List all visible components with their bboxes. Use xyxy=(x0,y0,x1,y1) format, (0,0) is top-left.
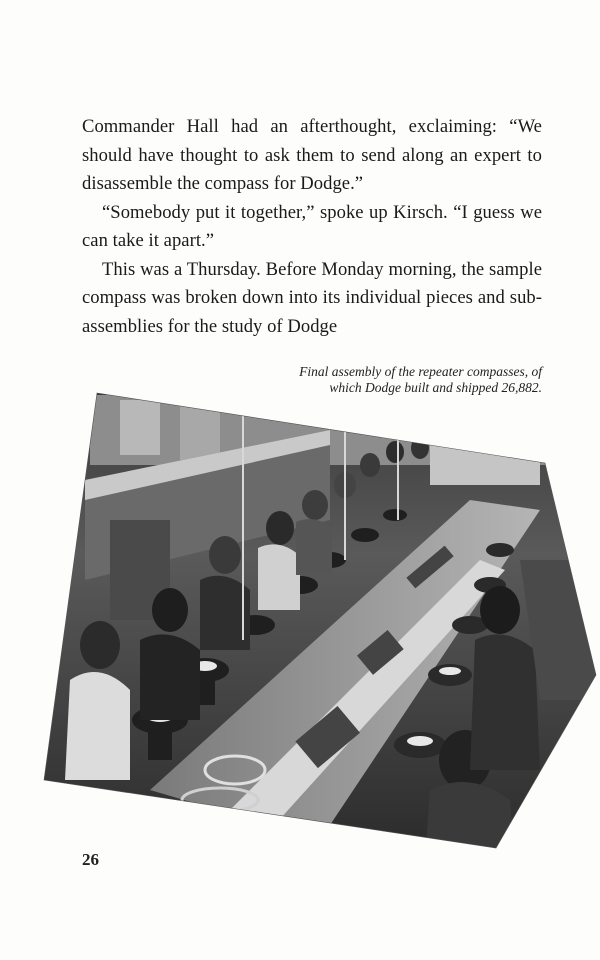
page-number: 26 xyxy=(82,850,99,869)
paragraph-3: This was a Thursday. Before Monday morning, the sample compass was broken down into its individual pieces and sub-assemblies for the study of Dodge xyxy=(82,258,542,337)
paragraph-2: “Somebody put it together,” spoke up Kirsch. “I guess we can take it apart.” xyxy=(82,201,542,251)
figure-caption: Final assembly of the repeater compasses, of which Dodge built and shipped 26,882. xyxy=(299,364,542,395)
paragraph-1: Commander Hall had an afterthought, exclaiming: “We should have thought to ask them to send along an expert to disassemble the compass for Dodge.” xyxy=(82,116,542,194)
